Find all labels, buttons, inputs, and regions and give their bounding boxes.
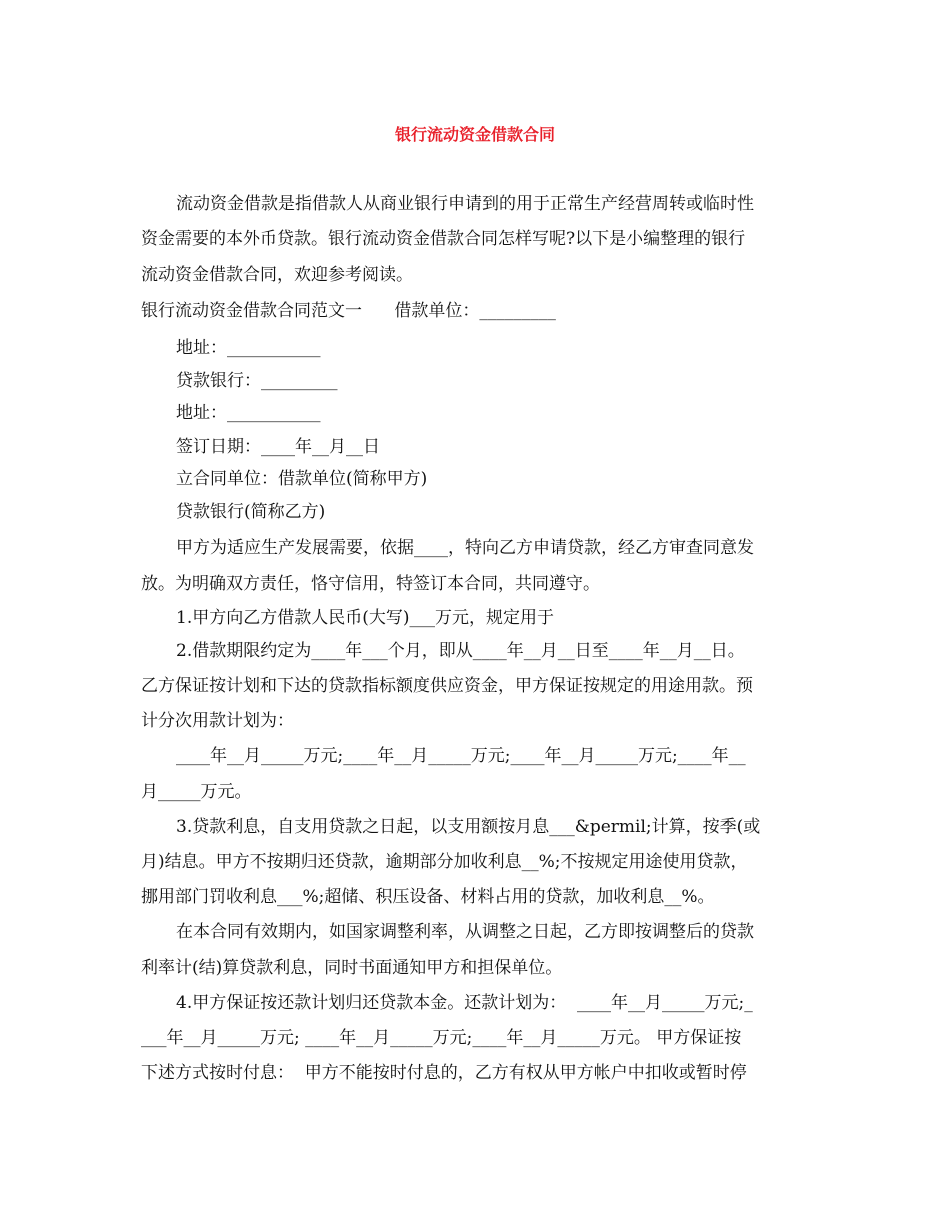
clause-line: 月)结息。甲方不按期归还贷款，逾期部分加收利息__%;不按规定用途使用贷款， [141,852,748,872]
clause-line: ___年__月_____万元; ____年__月_____万元;____年__月_____万元。 甲方保证按 [141,1028,742,1048]
paragraph-line: 流动资金借款是指借款人从商业银行申请到的用于正常生产经营周转或临时性 [176,194,754,214]
clause-line: 2.借款期限约定为____年___个月，即从____年__月__日至____年__月__日。 [176,641,745,661]
clause-line: 下述方式按时付息： 甲方不能按时付息的，乙方有权从甲方帐户中扣收或暂时停 [141,1063,747,1083]
paragraph-line: 在本合同有效期内，如国家调整利率，从调整之日起，乙方即按调整后的贷款 [176,922,754,942]
paragraph-line: 放。为明确双方责任，恪守信用，特签订本合同，共同遵守。 [141,574,600,594]
paragraph-line: 甲方为适应生产发展需要，依据____，特向乙方申请贷款，经乙方审查同意发 [176,538,754,558]
form-field-line: 贷款银行：_________ [176,371,338,391]
paragraph-line: 资金需要的本外币贷款。银行流动资金借款合同怎样写呢?以下是小编整理的银行 [141,229,746,249]
section-heading-line: 银行流动资金借款合同范文一 借款单位：_________ [141,301,556,321]
form-field-line: 立合同单位：借款单位(简称甲方) [176,469,428,489]
paragraph-line: 流动资金借款合同，欢迎参考阅读。 [141,265,413,285]
form-field-line: 签订日期：____年__月__日 [176,437,380,457]
clause-line: 1.甲方向乙方借款人民币(大写)___万元，规定用于 [176,608,554,628]
paragraph-line: 利率计(结)算贷款利息，同时书面通知甲方和担保单位。 [141,958,563,978]
clause-line: 4.甲方保证按还款计划归还贷款本金。还款计划为： ____年__月_____万元;_ [176,993,753,1013]
clause-line: 挪用部门罚收利息___%;超储、积压设备、材料占用的贷款，加收利息__%。 [141,887,715,907]
form-field-line: 地址：___________ [176,338,321,358]
form-field-line: 地址：___________ [176,403,321,423]
clause-line: 计分次用款计划为： [141,711,294,731]
document-title: 银行流动资金借款合同 [394,125,555,144]
clause-line: 3.贷款利息，自支用贷款之日起，以支用额按月息___&permil;计算，按季(或 [176,817,761,837]
form-field-line: 贷款银行(简称乙方) [176,502,326,522]
clause-line: 乙方保证按计划和下达的贷款指标额度供应资金，甲方保证按规定的用途用款。预 [141,676,753,696]
clause-line: ____年__月_____万元;____年__月_____万元;____年__月_____万元;____年__ [176,746,746,766]
clause-line: 月_____万元。 [141,782,252,802]
